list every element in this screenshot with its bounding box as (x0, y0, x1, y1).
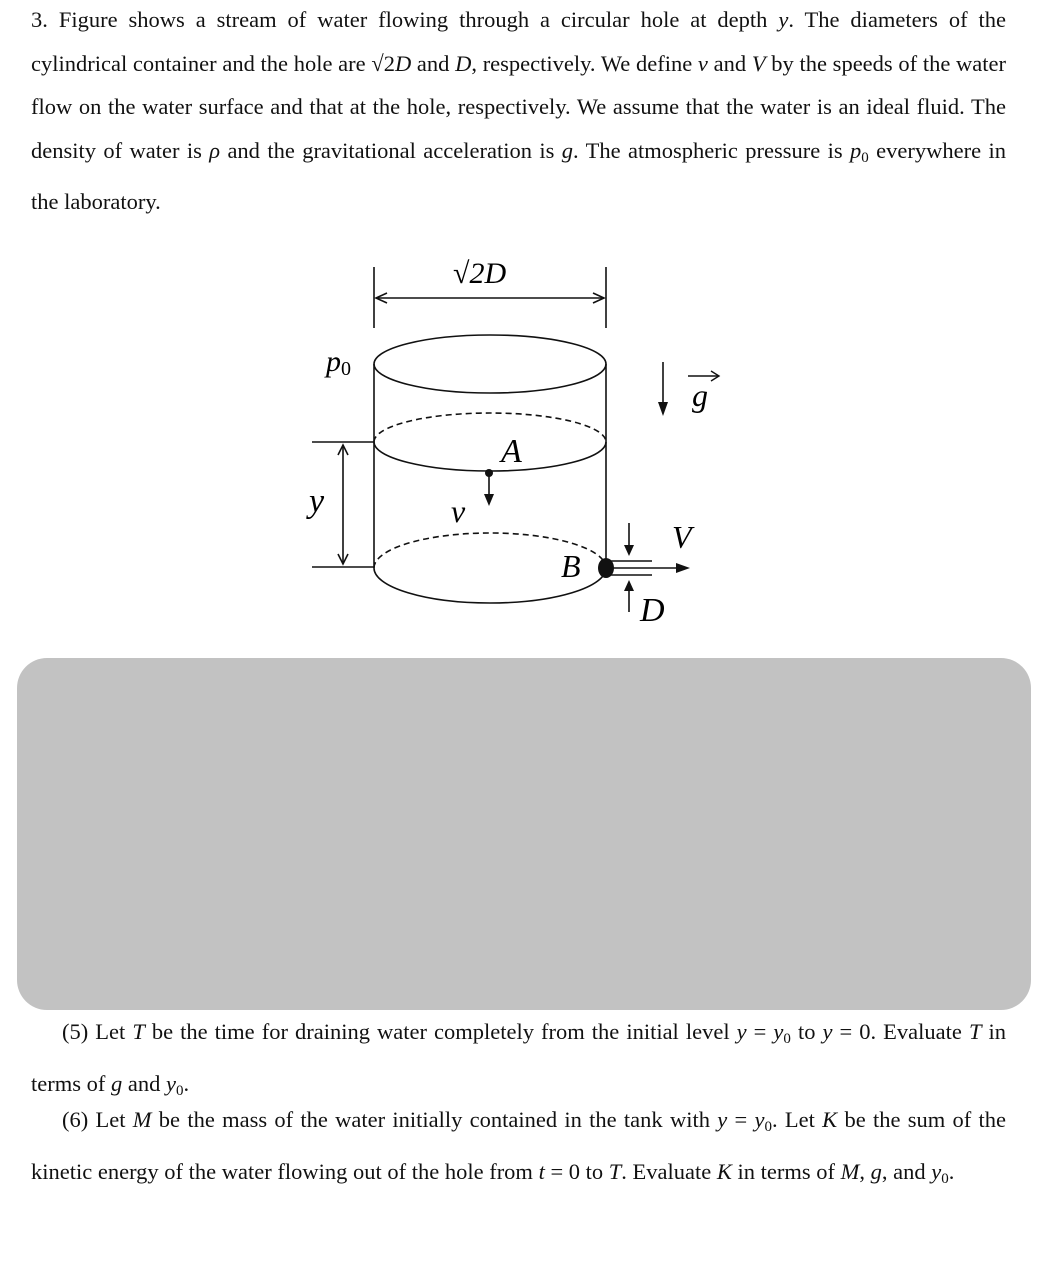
B-label: B (561, 548, 581, 584)
v-label: v (451, 493, 466, 529)
tank-figure (290, 240, 750, 640)
problem-statement: 3. Figure shows a stream of water flowing through a circular hole at depth y. The diameters of the cylindrical container and the hole are √2D and D, respectively. We define v and V by the speeds of the water flow on the water surface and that at the hole, respectively. We assume that the water is an ideal fluid. The density of water is ρ and the gravitational acceleration is g. The atmospheric pressure is $p_0$ everywhere in the laboratory. (31, 7, 1007, 215)
A-label: A (501, 433, 522, 470)
top-diameter-label: √2D (453, 257, 507, 290)
g-label: g (692, 377, 708, 413)
question-6: (6) Let M be the mass of the water initially contained in the tank with $y = y_0$. Let K be the sum of the kinetic energy of the water flowing out of the hole from t = 0 to T. Evaluate K in terms of M, g, and $y_0$. (31, 1107, 1007, 1187)
redacted-region (17, 658, 1031, 1010)
question-5: (5) Let T be the time for draining water completely from the initial level $y = y_0$ to y = 0. Evaluate T in terms of g and $y_0$. (31, 1019, 1006, 1099)
y-label: y (309, 483, 325, 520)
D-label: D (640, 592, 665, 629)
V-label: V (672, 519, 692, 555)
p0-label: p0 (326, 345, 351, 380)
